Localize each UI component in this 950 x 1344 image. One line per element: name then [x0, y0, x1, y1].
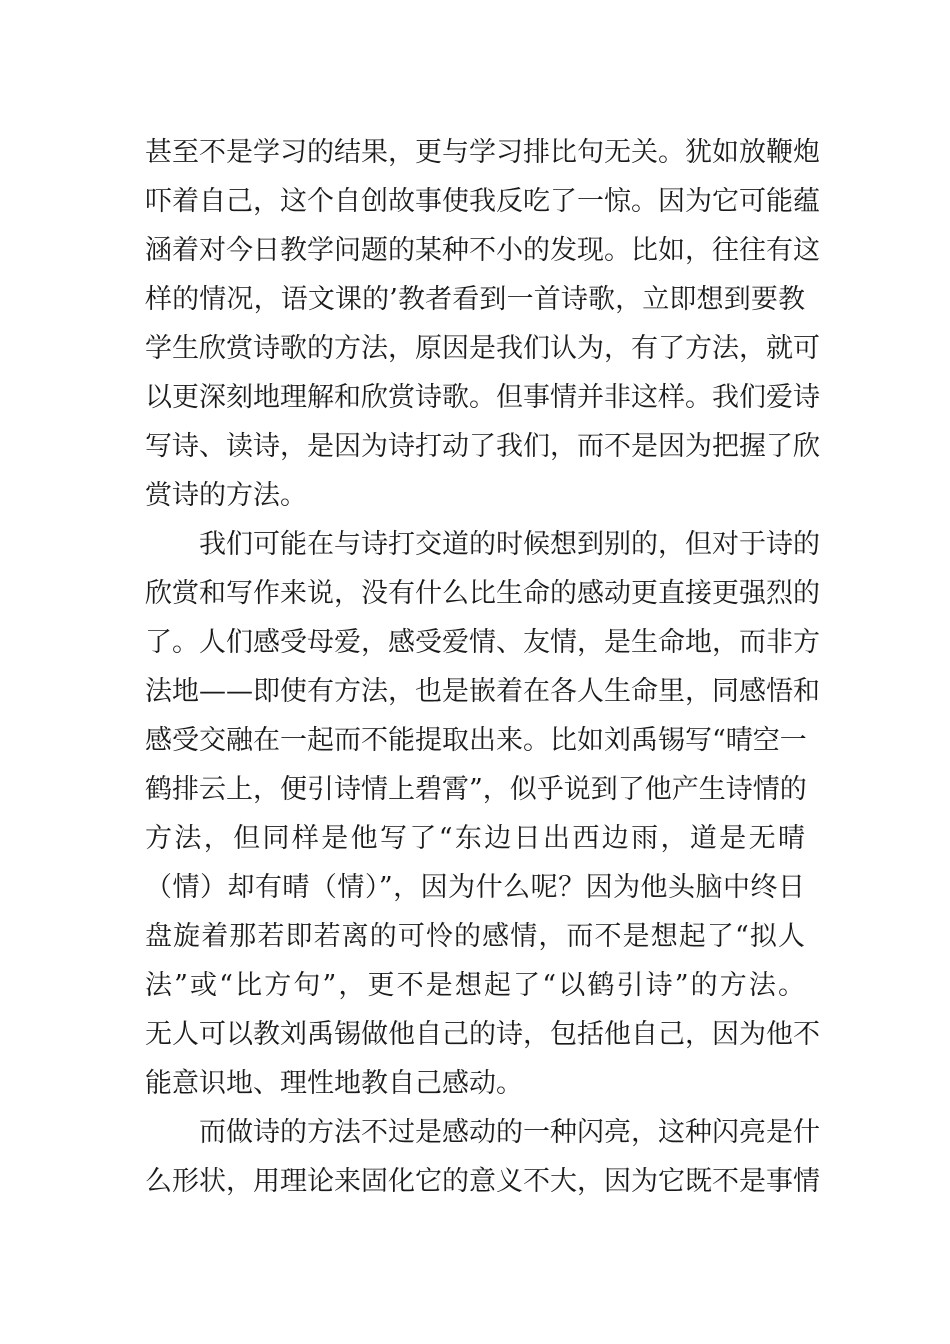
text-line: 以更深刻地理解和欣赏诗歌。但事情并非这样。我们爱诗: [145, 382, 820, 413]
text-line: 方法，但同样是他写了“东边日出西边雨，道是无晴: [145, 823, 805, 854]
text-line: 无人可以教刘禹锡做他自己的诗，包括他自己，因为他不: [145, 1019, 820, 1050]
text-line: 法”或“比方句”，更不是想起了“以鹤引诗”的方法。: [145, 970, 805, 1001]
text-line: 能意识地、理性地教自己感动。: [145, 1068, 523, 1099]
body-text: [145, 128, 820, 1206]
text-line: 法地——即使有方法，也是嵌着在各人生命里，同感悟和: [145, 676, 820, 707]
text-line: 了。人们感受母爱，感受爱情、友情，是生命地，而非方: [145, 627, 820, 658]
paragraph-start-line: 而做诗的方法不过是感动的一种闪亮，这种闪亮是什: [199, 1117, 820, 1148]
text-line: 鹤排云上，便引诗情上碧霄”，似乎说到了他产生诗情的: [145, 774, 807, 805]
text-line: 写诗、读诗，是因为诗打动了我们，而不是因为把握了欣: [145, 431, 820, 462]
text-line: 涵着对今日教学问题的某种不小的发现。比如，往往有这: [145, 235, 820, 266]
text-line: 盘旋着那若即若离的可怜的感情，而不是想起了“拟人: [145, 921, 805, 952]
text-line: 欣赏和写作来说，没有什么比生命的感动更直接更强烈的: [145, 578, 820, 609]
text-line: 学生欣赏诗歌的方法，原因是我们认为，有了方法，就可: [145, 333, 820, 364]
text-line: 赏诗的方法。: [145, 480, 307, 511]
text-line: 么形状，用理论来固化它的意义不大，因为它既不是事情: [145, 1166, 820, 1197]
text-line: 甚至不是学习的结果，更与学习排比句无关。犹如放鞭炮: [145, 137, 820, 168]
text-line: 样的情况，语文课的’教者看到一首诗歌，立即想到要教: [145, 284, 805, 315]
text-line: 感受交融在一起而不能提取出来。比如刘禹锡写“晴空一: [145, 725, 807, 756]
text-line: 吓着自己，这个自创故事使我反吃了一惊。因为它可能蕴: [145, 186, 820, 217]
text-line: （情）却有晴（情）”，因为什么呢？因为他头脑中终日: [145, 872, 805, 903]
paragraph-start-line: 我们可能在与诗打交道的时候想到别的，但对于诗的: [199, 529, 820, 560]
